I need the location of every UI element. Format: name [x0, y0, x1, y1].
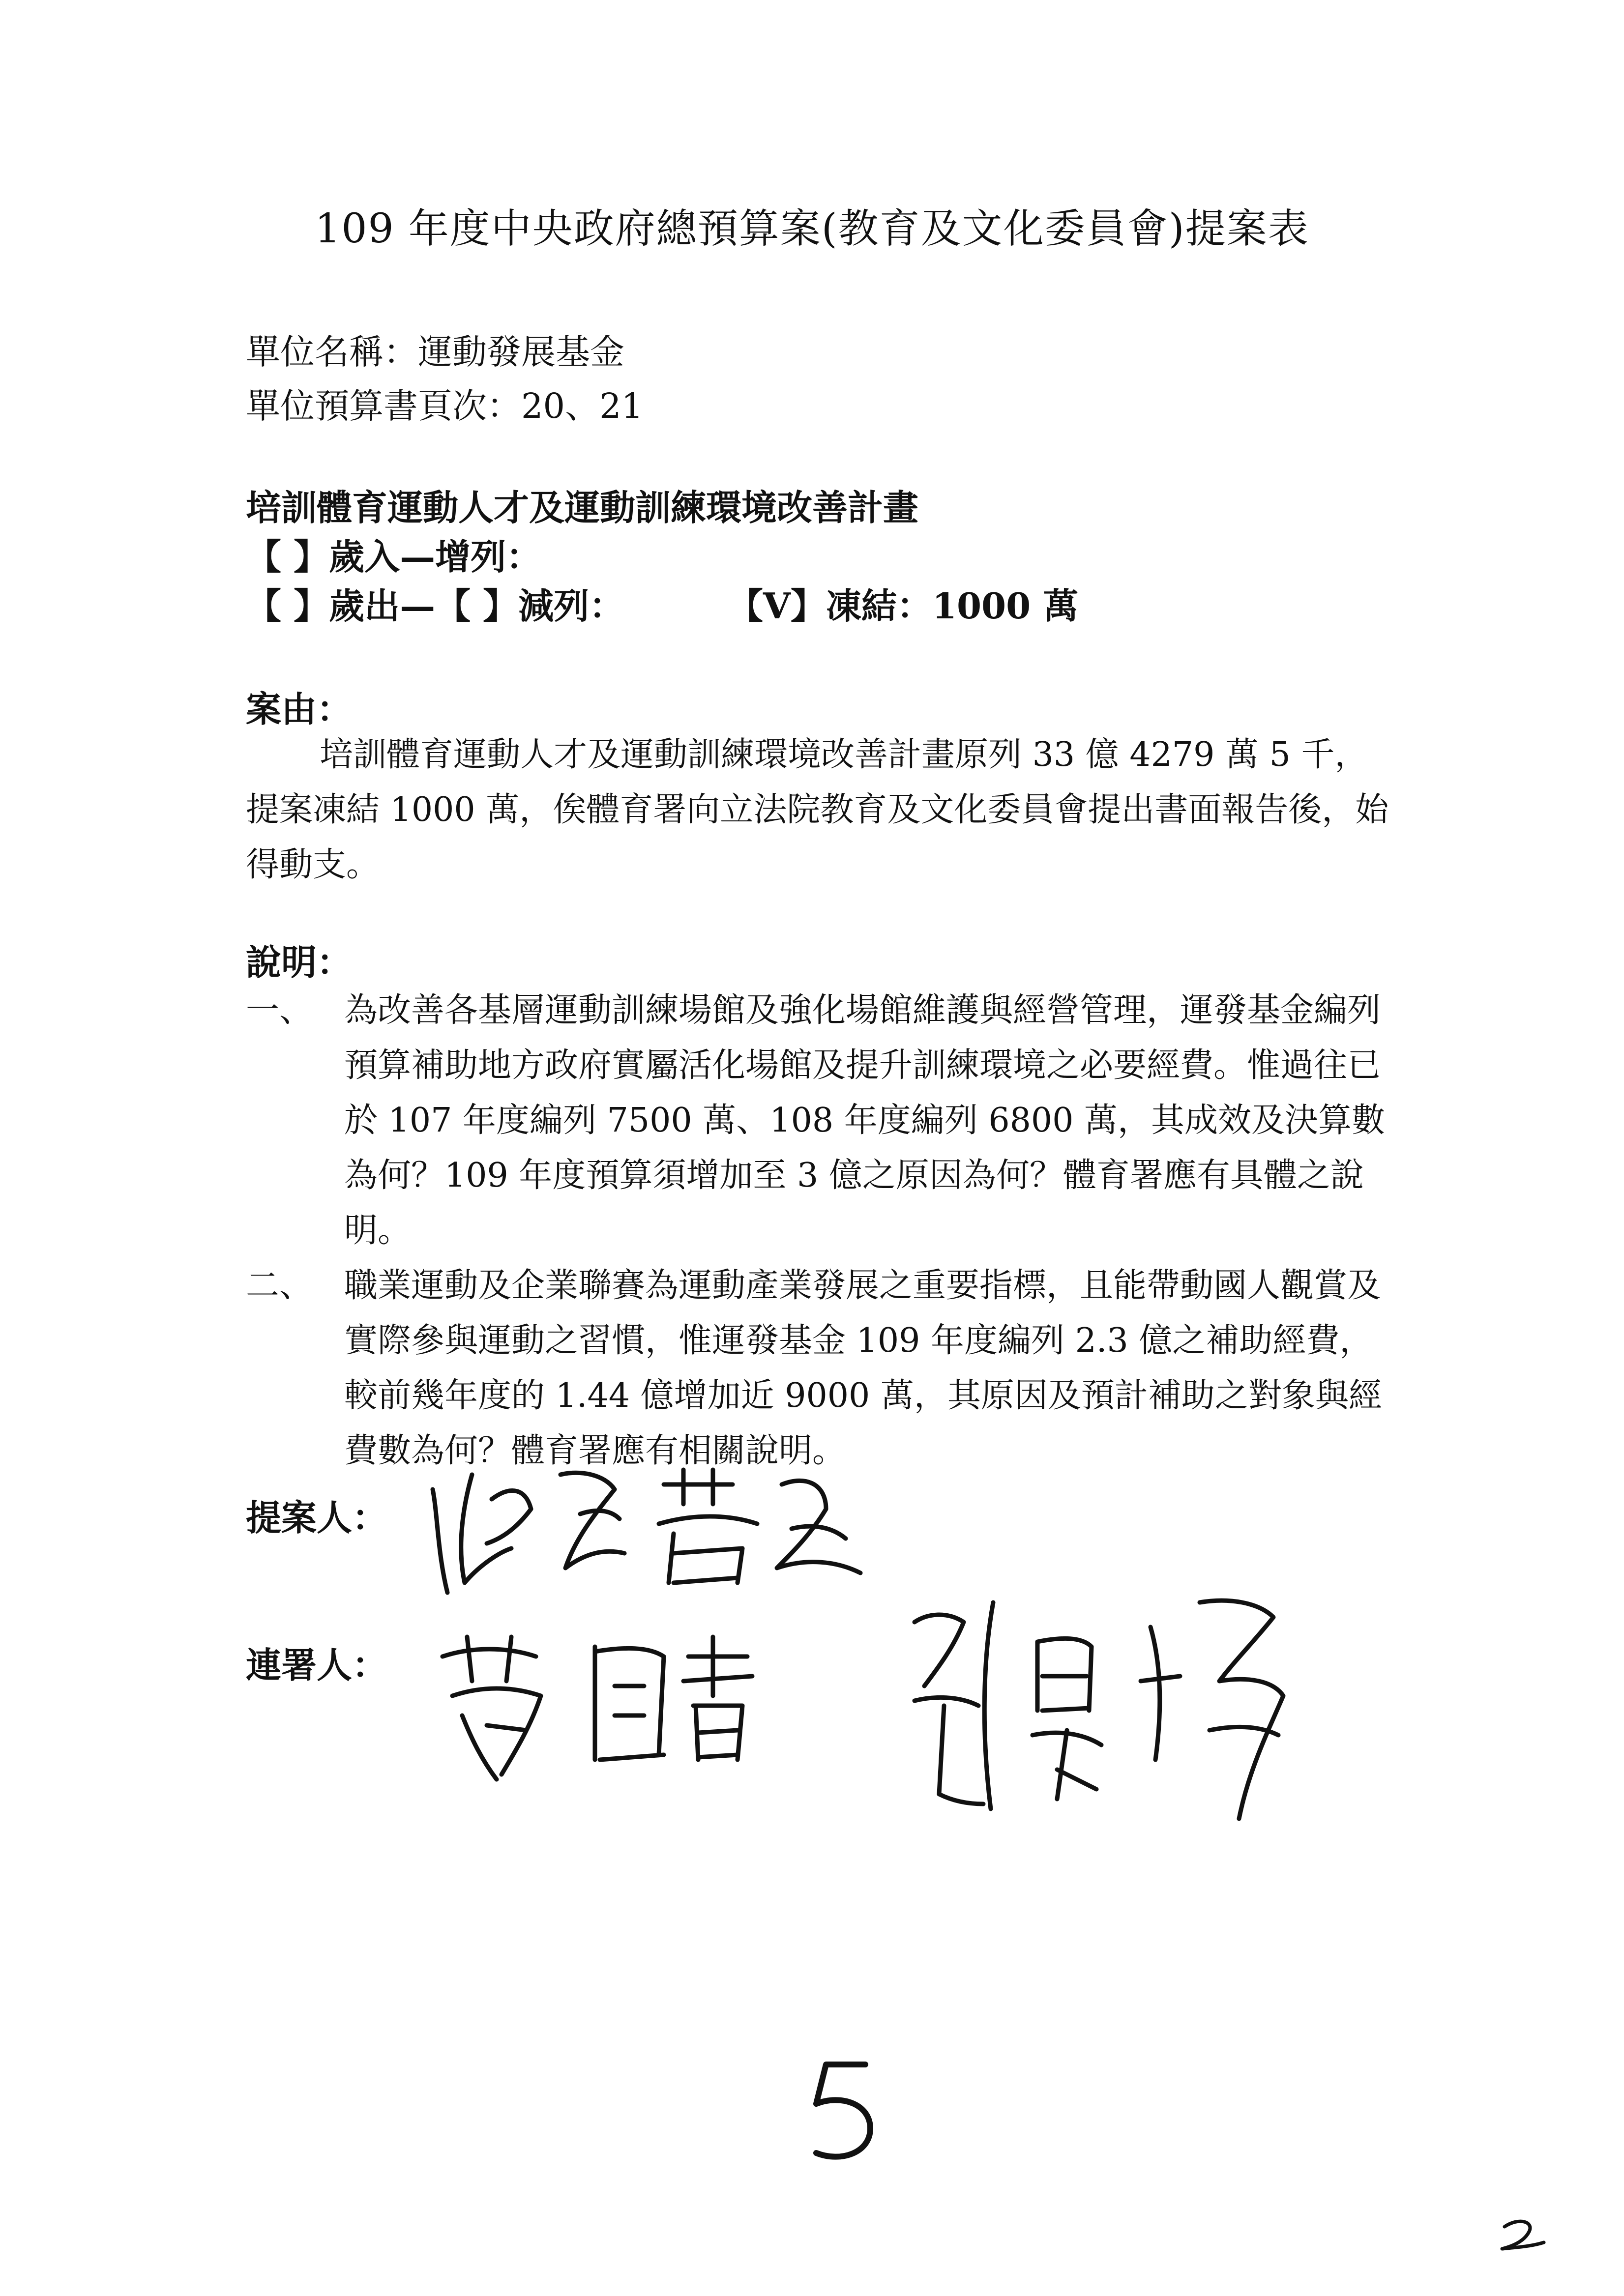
unit-budget-pages: 單位預算書頁次：20、21	[246, 386, 644, 426]
proposer-signature	[418, 1455, 910, 1612]
cosigner-signature-1	[428, 1617, 821, 1794]
document-title: 109 年度中央政府總預算案(教育及文化委員會)提案表	[315, 205, 1309, 252]
proposer-label: 提案人：	[246, 1497, 388, 1539]
explanation-item-text: 為改善各基層運動訓練場館及強化場館維護與經營管理，運發基金編列預算補助地方政府實屬活化場館及提升訓練環境之必要經費。惟過往已於 107 年度編列 7500 萬、108 年度編列 6800 萬，其成效及決算數為何？109 年度預算須增加至 3 億之原因為何？體育署應有具體之說明。	[344, 991, 1385, 1250]
expenditure-line: 【 】歲出—【 】減列：	[246, 585, 625, 627]
cosigner-label: 連署人：	[246, 1644, 388, 1686]
freeze-line: 【V】凍結：1000 萬	[728, 585, 1079, 627]
explanation-item-text: 職業運動及企業聯賽為運動產業發展之重要指標，且能帶動國人觀賞及實際參與運動之習慣，惟運發基金 109 年度編列 2.3 億之補助經費，較前幾年度的 1.44 億增加近 9000 萬，其原因及預計補助之對象與經費數為何？體育署應有相關說明。	[344, 1266, 1382, 1470]
cosigner-signature-2	[895, 1583, 1298, 1858]
corner-mark	[1495, 2212, 1549, 2256]
reason-text: 培訓體育運動人才及運動訓練環境改善計畫原列 33 億 4279 萬 5 千，提案凍結 1000 萬，俟體育署向立法院教育及文化委員會提出書面報告後，始得動支。	[246, 735, 1389, 884]
unit-name: 單位名稱：運動發展基金	[246, 332, 624, 372]
revenue-line: 【 】歲入—增列：	[246, 536, 542, 578]
page-number-mark	[797, 2055, 885, 2168]
explanation-item-number: 一、	[246, 991, 313, 1030]
explanation-item-number: 二、	[246, 1266, 313, 1305]
explanation-heading: 說明：	[246, 941, 353, 983]
reason-heading: 案由：	[246, 688, 353, 730]
plan-name: 培訓體育運動人才及運動訓練環境改善計畫	[246, 487, 919, 528]
